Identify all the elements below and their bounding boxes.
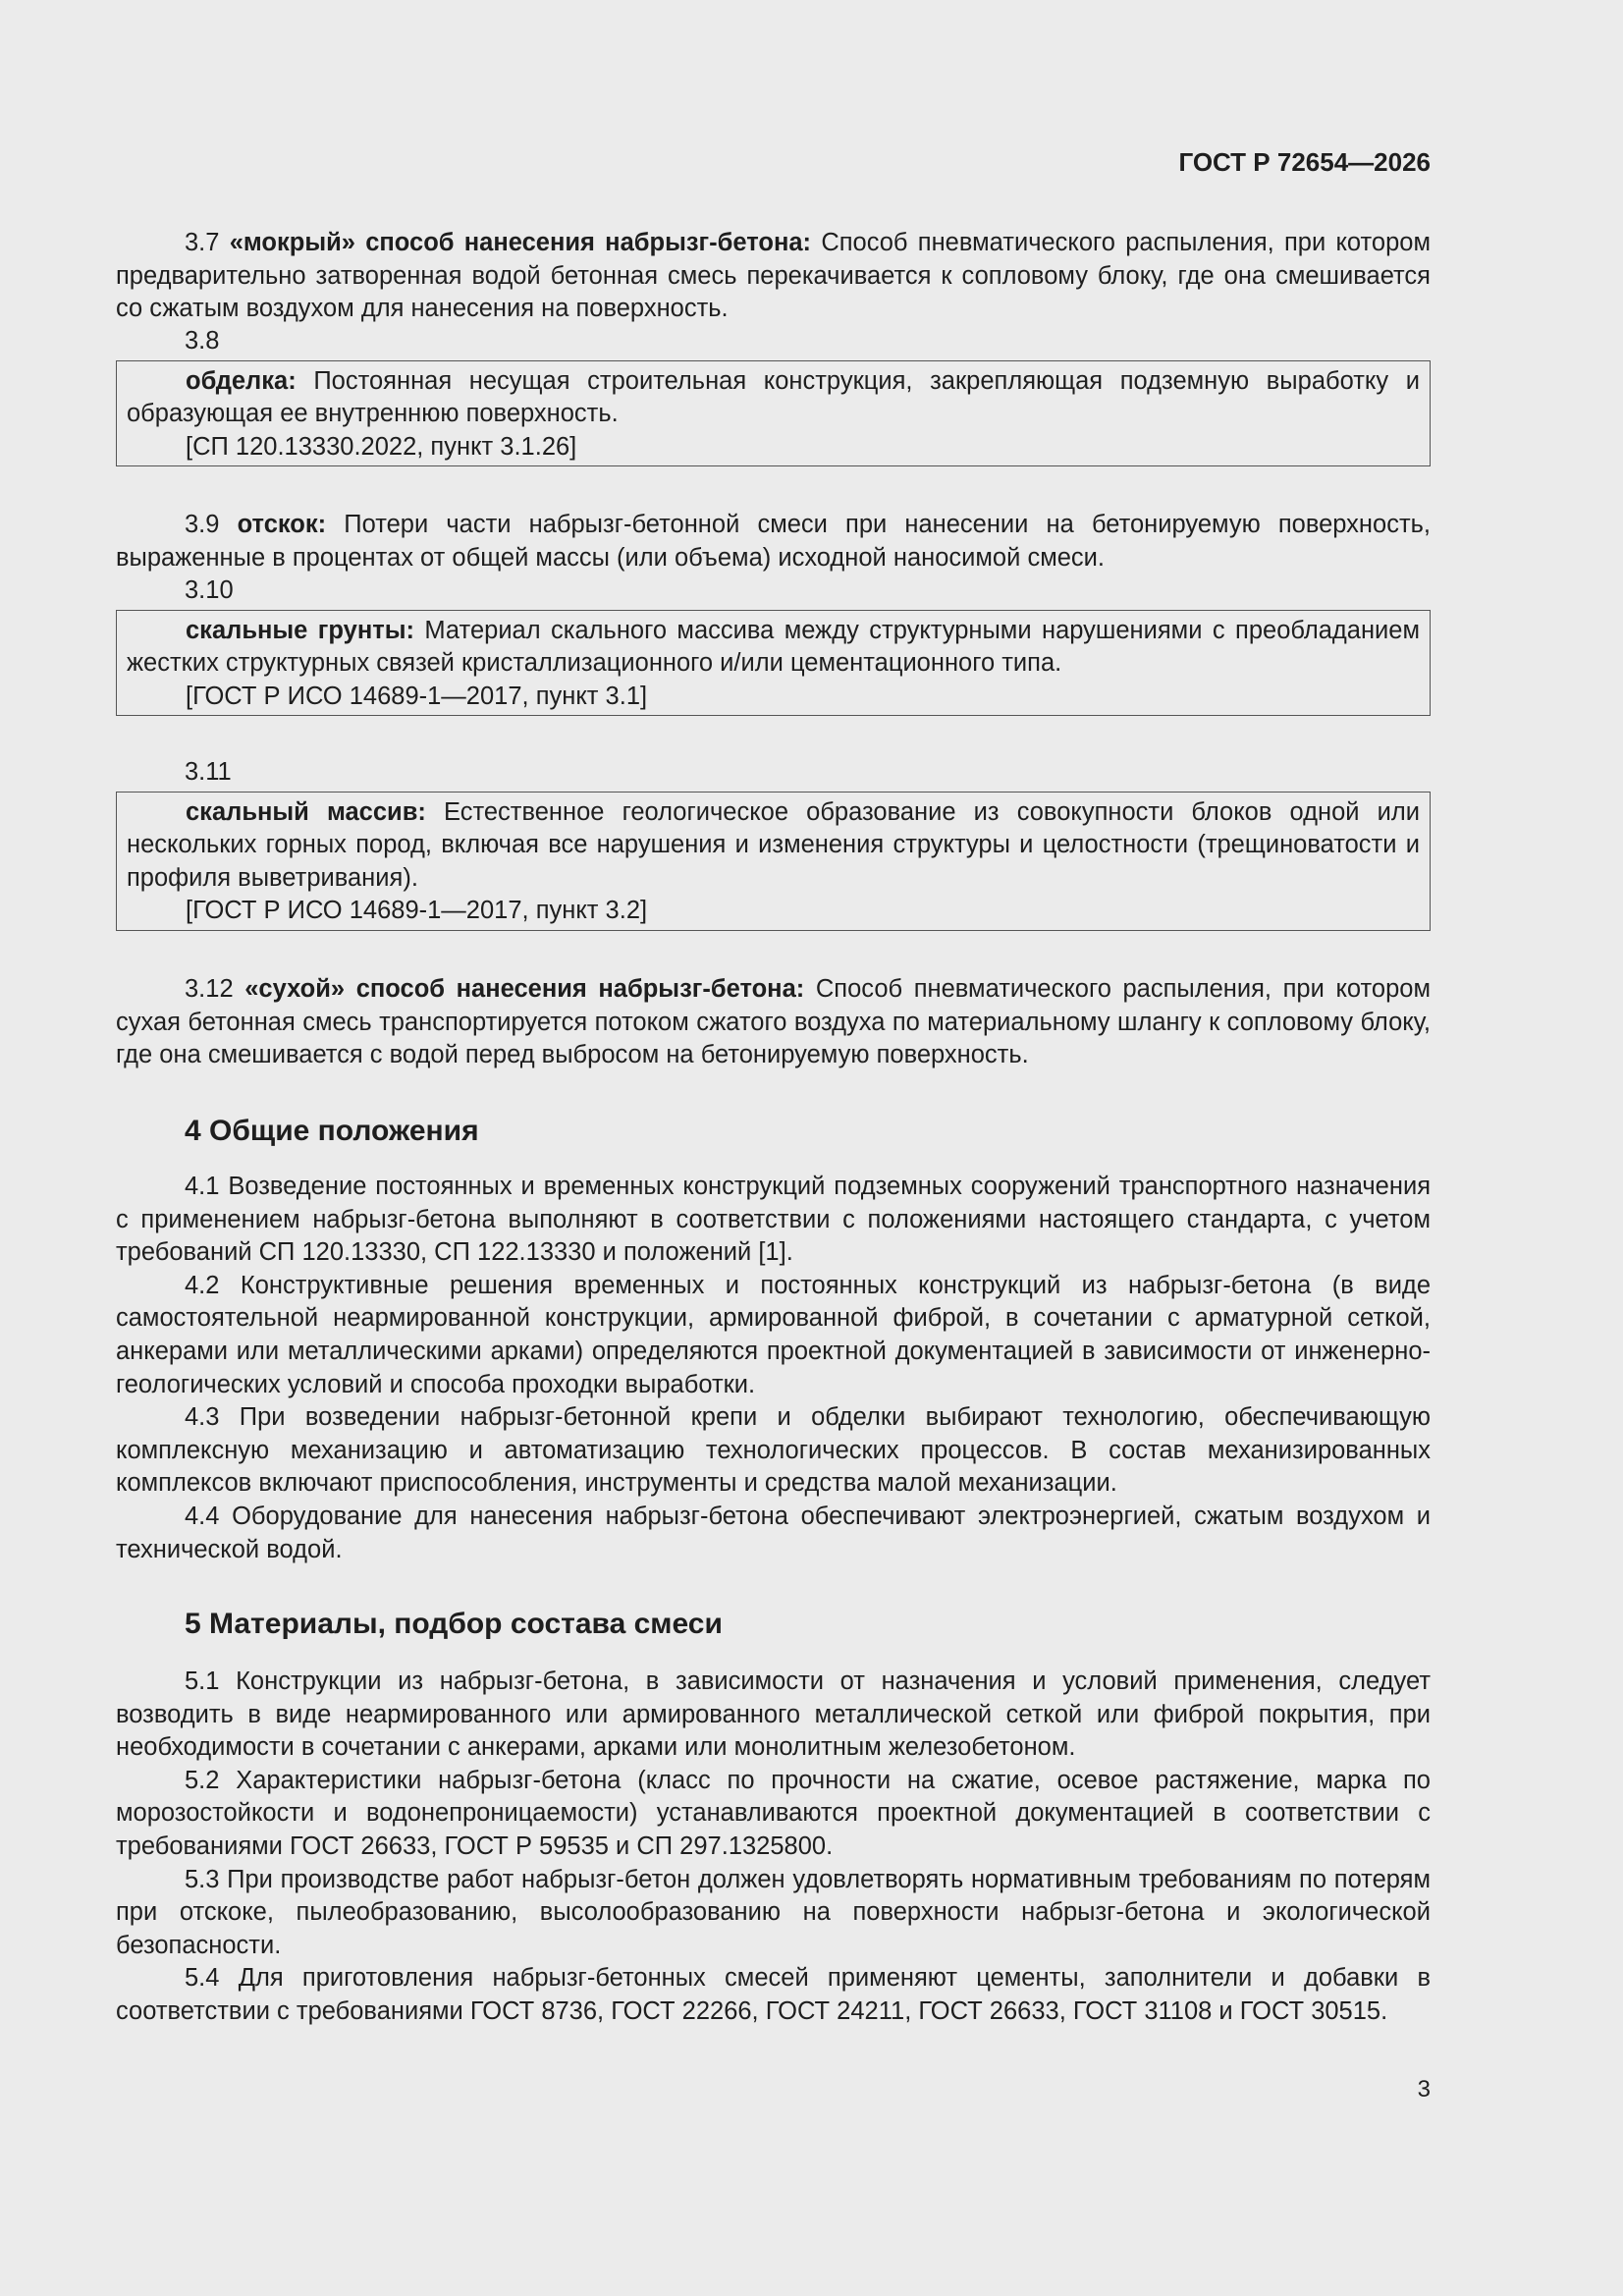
term-box [116, 792, 1431, 931]
section-5-body [116, 1666, 1431, 2029]
term-3-8 [116, 325, 1431, 466]
clause-5-2: 5.2 Характеристики набрызг-бетона (класс по прочности на сжатие, осевое растяжение, марка по морозостойкости и водонепроницаемости) устанавливаются проектной документацией в соответствии с требованиями ГОСТ 26633, ГОСТ Р 59535 и СП 297.1325800. [116, 1766, 1431, 1860]
term-reference: [ГОСТ Р ИСО 14689-1—2017, пункт 3.2] [186, 897, 648, 925]
term-number: 3.9 [185, 511, 220, 538]
term-definition: Способ пневматического распыления, при котором сухая бетонная смесь транспортируется потоком сжатого воздуха по материальному шлангу к сопловому блоку, где она смешивается с водой перед выбросом на бетонируемую поверхность. [116, 975, 1431, 1069]
term-title: скальные грунты: [186, 616, 414, 644]
term-3-9 [116, 509, 1431, 574]
term-3-7 [116, 227, 1431, 326]
term-reference: [СП 120.13330.2022, пункт 3.1.26] [186, 432, 577, 461]
term-reference: [ГОСТ Р ИСО 14689-1—2017, пункт 3.1] [186, 682, 648, 710]
term-definition: Постоянная несущая строительная конструкция, закрепляющая подземную выработку и образующая ее внутреннюю поверхность. [127, 366, 1420, 428]
term-title: обделка: [186, 366, 297, 395]
term-3-12 [116, 973, 1431, 1072]
term-title: «сухой» способ нанесения набрызг-бетона: [244, 975, 805, 1003]
section-4-body [116, 1171, 1431, 1566]
term-number: 3.7 [185, 229, 220, 256]
section-title: 4 Общие положения [185, 1115, 479, 1147]
section-4-heading [116, 1114, 1431, 1149]
clause-4-4: 4.4 Оборудование для нанесения набрызг-бетона обеспечивают электроэнергией, сжатым воздухом и технической водой. [116, 1502, 1431, 1563]
term-title: «мокрый» способ нанесения набрызг-бетона: [229, 229, 812, 256]
term-box [116, 610, 1431, 717]
clause-5-3: 5.3 При производстве работ набрызг-бетон должен удовлетворять нормативным требованиям по потерям при отскоке, пылеобразованию, высолообразованию на поверхности набрызг-бетона и экологической безопасности. [116, 1865, 1431, 1959]
document-code: ГОСТ Р 72654—2026 [1178, 147, 1431, 177]
term-definition: Материал скального массива между структурными нарушениями с преобладанием жестких структурных связей кристаллизационного и/или цементационного типа. [127, 616, 1420, 678]
term-number: 3.8 [185, 327, 220, 355]
clause-5-4: 5.4 Для приготовления набрызг-бетонных смесей применяют цементы, заполнители и добавки в соответствии с требованиями ГОСТ 8736, ГОСТ 22266, ГОСТ 24211, ГОСТ 26633, ГОСТ 31108 и ГОСТ 30515. [116, 1964, 1431, 2025]
clause-4-2: 4.2 Конструктивные решения временных и постоянных конструкций из набрызг-бетона (в виде самостоятельной неармированной конструкции, армированной фиброй, в сочетании с арматурной сеткой, анкерами или металлическими арками) определяются проектной документацией в зависимости от инженерно-геологических условий и способа проходки выработки. [116, 1271, 1431, 1398]
term-definition: Способ пневматического распыления, при котором предварительно затворенная водой бетонная смесь перекачивается к сопловому блоку, где она смешивается со сжатым воздухом для нанесения на поверхность. [116, 229, 1431, 323]
term-3-11 [116, 756, 1431, 931]
clause-4-1: 4.1 Возведение постоянных и временных конструкций подземных сооружений транспортного назначения с применением набрызг-бетона выполняют в соответствии с положениями настоящего стандарта, с учетом требований СП 120.13330, СП 122.13330 и положений [1]. [116, 1173, 1431, 1267]
term-number: 3.10 [185, 576, 234, 604]
term-number: 3.12 [185, 975, 234, 1003]
section-title: 5 Материалы, подбор состава смеси [185, 1608, 723, 1640]
term-title: отскок: [237, 511, 327, 538]
term-3-10 [116, 574, 1431, 716]
term-box [116, 360, 1431, 467]
clause-4-3: 4.3 При возведении набрызг-бетонной крепи и обделки выбирают технологию, обеспечивающую комплексную механизацию и автоматизацию технологических процессов. В состав механизированных комплексов включают приспособления, инструменты и средства малой механизации. [116, 1403, 1431, 1498]
page-number: 3 [1417, 2076, 1431, 2103]
section-5-heading [116, 1607, 1431, 1642]
term-title: скальный массив: [186, 797, 426, 826]
clause-5-1: 5.1 Конструкции из набрызг-бетона, в зависимости от назначения и условий применения, следует возводить в виде неармированного или армированного металлической сеткой или фиброй покрытия, при необходимости в сочетании с анкерами, арками или монолитным железобетоном. [116, 1667, 1431, 1762]
term-definition: Потери части набрызг-бетонной смеси при нанесении на бетонируемую поверхность, выраженные в процентах от общей массы (или объема) исходной наносимой смеси. [116, 511, 1432, 572]
term-number: 3.11 [185, 758, 232, 786]
term-definition: Естественное геологическое образование из совокупности блоков одной или нескольких горных пород, включая все нарушения и изменения структуры и целостности (трещиноватости и профиля выветривания). [127, 797, 1421, 892]
